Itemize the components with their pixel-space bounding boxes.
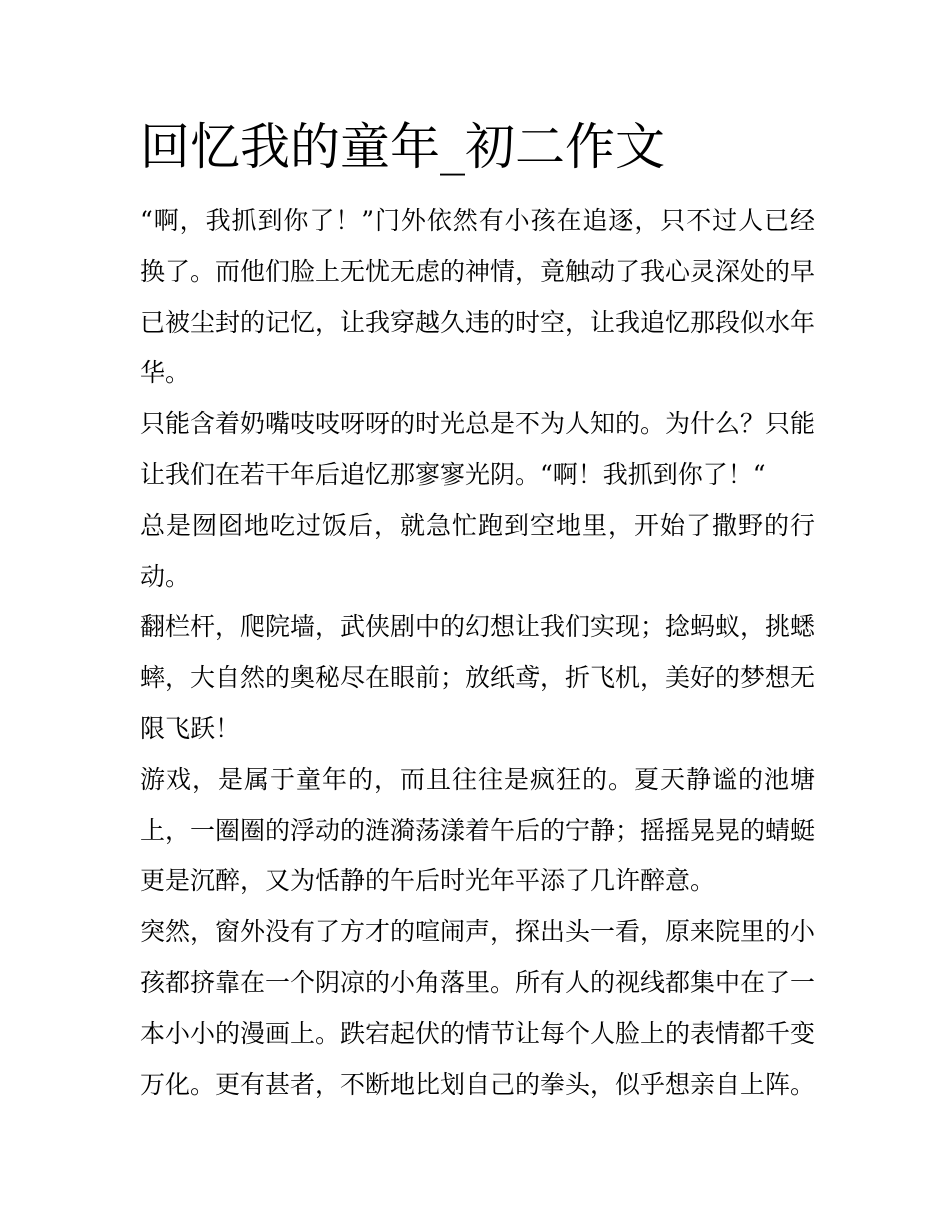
paragraph-5: 游戏，是属于童年的，而且往往是疯狂的。夏天静谧的池塘上，一圈圈的浮动的涟漪荡漾着午后的宁静；摇摇晃晃的蜻蜓更是沉醉，又为恬静的午后时光年平添了几许醉意。 — [140, 764, 816, 896]
paragraph-2: 只能含着奶嘴吱吱呀呀的时光总是不为人知的。为什么？只能让我们在若干年后追忆那寥寥光阴。“啊！我抓到你了！“ — [140, 409, 816, 489]
paragraph-1: “啊，我抓到你了！”门外依然有小孩在追逐，只不过人已经换了。而他们脸上无忧无虑的神情，竟触动了我心灵深处的早已被尘封的记忆，让我穿越久违的时空，让我追忆那段似水年华。 — [140, 206, 816, 388]
document-body — [140, 196, 815, 1110]
paragraph-6: 突然，窗外没有了方才的喧闹声，探出头一看，原来院里的小孩都挤靠在一个阴凉的小角落里。所有人的视线都集中在了一本小小的漫画上。跌宕起伏的情节让每个人脸上的表情都千变万化。更有甚者，不断地比划自己的拳头，似乎想亲自上阵。 — [140, 917, 816, 1099]
document-title: 回忆我的童年_初二作文 — [140, 118, 665, 176]
paragraph-3: 总是囫囵地吃过饭后，就急忙跑到空地里，开始了撒野的行动。 — [140, 510, 815, 591]
paragraph-4: 翻栏杆，爬院墙，武侠剧中的幻想让我们实现；捻蚂蚁，挑蟋蟀，大自然的奥秘尽在眼前；放纸鸢，折飞机，美好的梦想无限飞跃！ — [140, 612, 816, 743]
